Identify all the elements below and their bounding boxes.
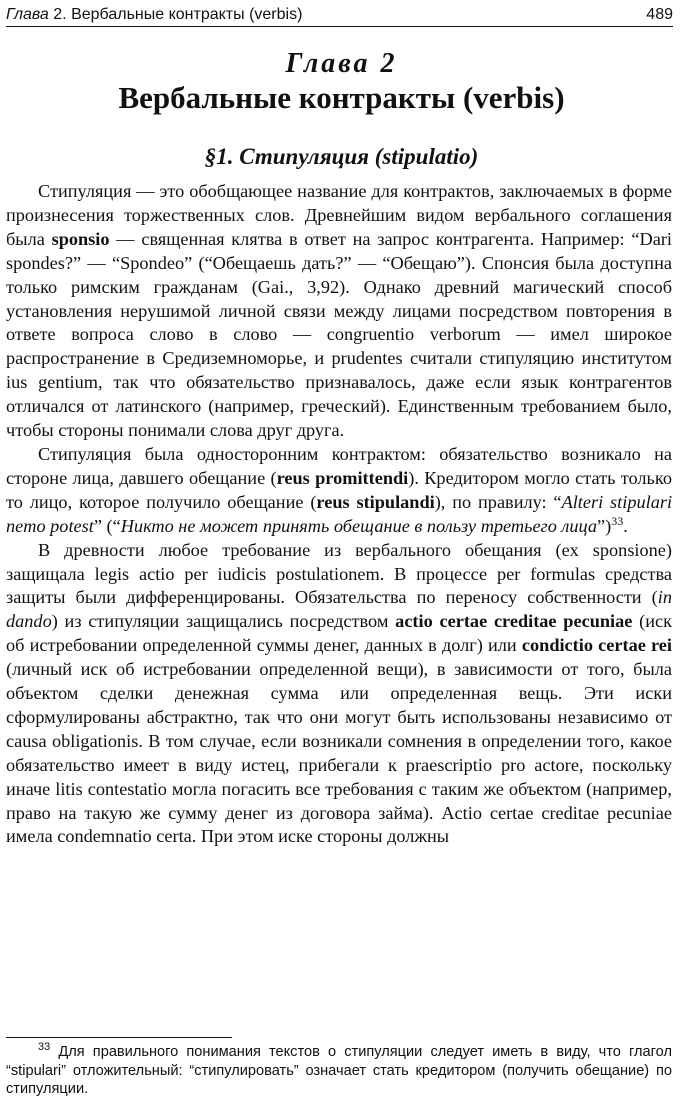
p2-text-4: ” (“ (93, 515, 121, 536)
p2-text-5: ”) (597, 515, 612, 536)
footnote-text: Для правильного понимания текстов о стипуляции следует иметь в виду, что глагол “stipulari” отложительный: “стипулировать” означает стать кредитором (получить обещание) по стипуляции. (6, 1044, 672, 1097)
footnote-reference: 33 (611, 513, 624, 528)
p3-text-4: (личный иск об истребовании определенной вещи), в зависимости от того, была объектом сделки денежная сумма или определенная вещь. Эти иски сформулированы абстрактно, так что они могут быть использованы независимо от causa obligationis. В том случае, если возникали сомнения в определении того, какое обязательство имеет в виду истец, прибегали к praescriptio pro actore, поскольку иначе litis contestatio могла погасить все требования с таким же объектом (например, право на такую же сумму денег из договора займа). Actio certae creditae pecuniae имела condemnatio certa. При этом иске стороны должны (6, 659, 672, 847)
p2-text-6: . (623, 515, 628, 536)
page-number: 489 (646, 6, 673, 23)
footnote-paragraph (6, 1043, 672, 1099)
p3-text-1: В древности любое требование из вербального обещания (ex sponsione) защищала legis actio per iudicis postulationem. В процессе per formulas средства защиты были дифференцированы. Обязательства по переносу собственности ( (6, 539, 672, 608)
running-header-chapter-rest: 2. Вербальные контракты (verbis) (53, 6, 303, 23)
footnote-divider (6, 1037, 232, 1038)
body-text (6, 180, 672, 849)
paragraph-2 (6, 443, 672, 539)
footnote-number: 33 (38, 1041, 51, 1054)
term-reus-promittendi: reus promittendi (276, 467, 409, 488)
p3-text-2: ) из стипуляции защищались посредством (51, 611, 396, 632)
term-condictio-certae-rei: condictio certae rei (521, 635, 672, 656)
latin-maxim: Alteri stipulari nemo potest (6, 491, 673, 536)
p2-text-1: Стипуляция была односторонним контрактом: обязательство возникало на стороне лица, давшего обещание ( (6, 443, 672, 488)
term-in-dando: in dando (6, 587, 672, 632)
chapter-title: Вербальные контракты (verbis) (118, 80, 565, 115)
p2-text-3: ), по правилу: “ (434, 491, 562, 512)
footnote (6, 1043, 672, 1099)
p3-text-3: (иск об истребовании определенной суммы денег, данных в долг) или (6, 611, 673, 656)
section-title: §1. Стипуляция (stipulatio) (204, 144, 479, 169)
term-sponsio: sponsio (51, 228, 110, 249)
p1-text-1: Стипуляция — это обобщающее название для контрактов, заключаемых в форме произнесения торжественных слов. Древнейшим видом вербального соглашения была (6, 181, 672, 249)
p1-text-2: — священная клятва в ответ на запрос контрагента. Например: “Dari spondes?” — “Spondeo” (“Обещаешь дать?” — “Обещаю”). Спонсия была доступна только римским гражданам (Gai., 3,92). Однако древний магический способ установления нерушимой личной связи между лицами посредством повторения в ответе вопроса слово в слово — congruentio verborum — имел широкое распространение в Средиземноморье, и prudentes считали стипуляцию институтом ius gentium, так что обязательство признавалось, даже если язык контрагентов отличался от латинского (например, греческий). Единственным требованием было, чтобы стороны понимали слова друг друга. (6, 228, 672, 441)
paragraph-3 (6, 539, 672, 850)
maxim-translation: Никто не может принять обещание в пользу третьего лица (120, 515, 598, 536)
running-header (6, 2, 673, 27)
p2-text-2: ). Кредитором могло стать только то лицо, которое получило обещание ( (6, 467, 672, 512)
running-header-title (6, 6, 302, 24)
term-actio-certae-creditae-pecuniae: actio certae creditae pecuniae (395, 611, 633, 632)
running-header-chapter-word: Глава (6, 6, 49, 23)
term-reus-stipulandi: reus stipulandi (316, 491, 435, 512)
chapter-number: Глава 2 (285, 48, 398, 79)
paragraph-1 (6, 180, 672, 443)
